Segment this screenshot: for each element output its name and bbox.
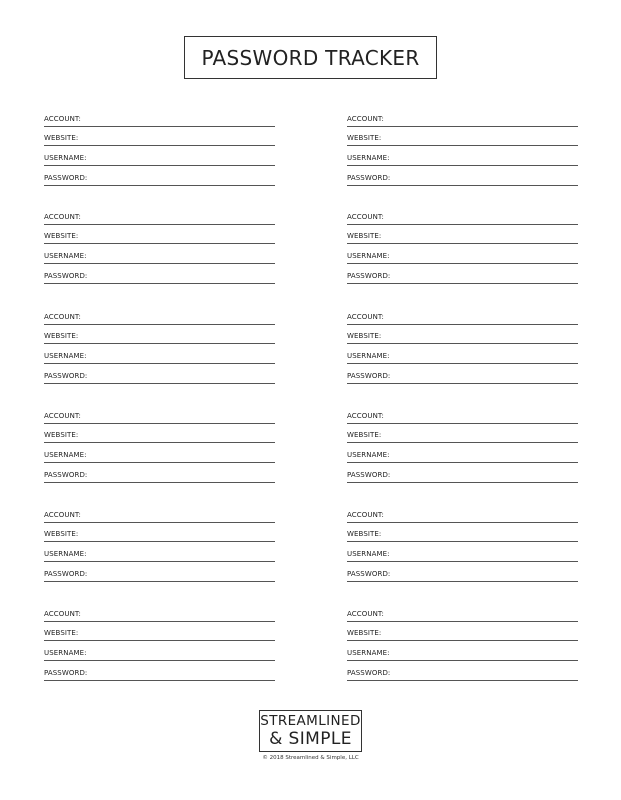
account-label: ACCOUNT: xyxy=(44,313,81,321)
account-label: ACCOUNT: xyxy=(44,213,81,221)
password-label: PASSWORD: xyxy=(347,471,391,479)
website-label: WEBSITE: xyxy=(44,232,79,240)
account-write-line[interactable] xyxy=(44,621,275,622)
account-field[interactable] xyxy=(347,511,578,523)
account-write-line[interactable] xyxy=(347,621,578,622)
account-field[interactable] xyxy=(44,610,275,622)
password-label: PASSWORD: xyxy=(44,471,88,479)
password-field[interactable] xyxy=(44,372,275,384)
website-field[interactable] xyxy=(44,332,275,344)
password-write-line[interactable] xyxy=(44,383,275,384)
password-label: PASSWORD: xyxy=(44,272,88,280)
account-field[interactable] xyxy=(44,115,275,127)
website-write-line[interactable] xyxy=(44,640,275,641)
account-field[interactable] xyxy=(44,213,275,225)
password-write-line[interactable] xyxy=(347,581,578,582)
website-field[interactable] xyxy=(44,530,275,542)
website-label: WEBSITE: xyxy=(44,629,79,637)
account-write-line[interactable] xyxy=(44,126,275,127)
username-write-line[interactable] xyxy=(347,363,578,364)
password-field[interactable] xyxy=(44,669,275,681)
account-field[interactable] xyxy=(347,313,578,325)
website-write-line[interactable] xyxy=(347,541,578,542)
website-field[interactable] xyxy=(44,134,275,146)
account-write-line[interactable] xyxy=(347,224,578,225)
website-label: WEBSITE: xyxy=(44,134,79,142)
website-write-line[interactable] xyxy=(44,442,275,443)
username-field[interactable] xyxy=(44,550,275,562)
username-write-line[interactable] xyxy=(44,263,275,264)
brand-logo xyxy=(259,710,362,752)
password-write-line[interactable] xyxy=(347,185,578,186)
password-write-line[interactable] xyxy=(347,482,578,483)
password-write-line[interactable] xyxy=(44,185,275,186)
website-field[interactable] xyxy=(347,530,578,542)
username-write-line[interactable] xyxy=(44,165,275,166)
username-label: USERNAME: xyxy=(347,451,390,459)
account-write-line[interactable] xyxy=(347,126,578,127)
logo-line-1: STREAMLINED xyxy=(260,713,361,729)
username-field[interactable] xyxy=(44,649,275,661)
username-field[interactable] xyxy=(347,154,578,166)
username-field[interactable] xyxy=(44,451,275,463)
website-write-line[interactable] xyxy=(44,541,275,542)
username-label: USERNAME: xyxy=(347,352,390,360)
username-label: USERNAME: xyxy=(44,550,87,558)
website-field[interactable] xyxy=(347,431,578,443)
password-write-line[interactable] xyxy=(44,581,275,582)
password-field[interactable] xyxy=(347,174,578,186)
account-write-line[interactable] xyxy=(347,423,578,424)
website-field[interactable] xyxy=(44,431,275,443)
username-label: USERNAME: xyxy=(347,649,390,657)
account-field[interactable] xyxy=(347,115,578,127)
password-field[interactable] xyxy=(44,570,275,582)
website-field[interactable] xyxy=(347,629,578,641)
password-field[interactable] xyxy=(347,669,578,681)
account-write-line[interactable] xyxy=(44,522,275,523)
account-field[interactable] xyxy=(44,511,275,523)
username-label: USERNAME: xyxy=(44,154,87,162)
password-label: PASSWORD: xyxy=(347,174,391,182)
website-write-line[interactable] xyxy=(347,145,578,146)
username-field[interactable] xyxy=(347,252,578,264)
website-write-line[interactable] xyxy=(347,343,578,344)
password-label: PASSWORD: xyxy=(44,372,88,380)
username-write-line[interactable] xyxy=(347,561,578,562)
password-label: PASSWORD: xyxy=(347,669,391,677)
website-label: WEBSITE: xyxy=(44,431,79,439)
username-write-line[interactable] xyxy=(347,462,578,463)
website-write-line[interactable] xyxy=(44,145,275,146)
website-label: WEBSITE: xyxy=(347,530,382,538)
username-label: USERNAME: xyxy=(347,252,390,260)
account-write-line[interactable] xyxy=(44,324,275,325)
copyright-text: © 2018 Streamlined & Simple, LLC xyxy=(262,755,359,761)
account-write-line[interactable] xyxy=(347,324,578,325)
website-field[interactable] xyxy=(347,232,578,244)
logo-line-2: & SIMPLE xyxy=(269,729,352,749)
username-field[interactable] xyxy=(347,352,578,364)
username-write-line[interactable] xyxy=(44,363,275,364)
website-write-line[interactable] xyxy=(44,343,275,344)
website-field[interactable] xyxy=(44,629,275,641)
website-label: WEBSITE: xyxy=(347,431,382,439)
password-label: PASSWORD: xyxy=(44,174,88,182)
website-field[interactable] xyxy=(44,232,275,244)
username-field[interactable] xyxy=(347,550,578,562)
account-label: ACCOUNT: xyxy=(347,412,384,420)
username-label: USERNAME: xyxy=(347,154,390,162)
account-label: ACCOUNT: xyxy=(44,412,81,420)
password-label: PASSWORD: xyxy=(347,372,391,380)
username-label: USERNAME: xyxy=(44,451,87,459)
website-label: WEBSITE: xyxy=(44,332,79,340)
password-field[interactable] xyxy=(347,471,578,483)
password-write-line[interactable] xyxy=(347,283,578,284)
password-label: PASSWORD: xyxy=(347,570,391,578)
account-label: ACCOUNT: xyxy=(44,511,81,519)
password-write-line[interactable] xyxy=(44,283,275,284)
account-label: ACCOUNT: xyxy=(44,610,81,618)
username-write-line[interactable] xyxy=(347,263,578,264)
website-field[interactable] xyxy=(347,332,578,344)
password-write-line[interactable] xyxy=(44,680,275,681)
username-write-line[interactable] xyxy=(347,660,578,661)
website-label: WEBSITE: xyxy=(347,332,382,340)
account-label: ACCOUNT: xyxy=(347,115,384,123)
website-field[interactable] xyxy=(347,134,578,146)
page-title: PASSWORD TRACKER xyxy=(184,36,437,79)
account-label: ACCOUNT: xyxy=(347,213,384,221)
username-write-line[interactable] xyxy=(44,660,275,661)
username-field[interactable] xyxy=(44,252,275,264)
account-label: ACCOUNT: xyxy=(44,115,81,123)
website-write-line[interactable] xyxy=(347,243,578,244)
password-field[interactable] xyxy=(44,272,275,284)
account-field[interactable] xyxy=(44,412,275,424)
website-write-line[interactable] xyxy=(347,442,578,443)
account-field[interactable] xyxy=(347,412,578,424)
username-write-line[interactable] xyxy=(44,462,275,463)
website-write-line[interactable] xyxy=(44,243,275,244)
password-field[interactable] xyxy=(44,471,275,483)
account-write-line[interactable] xyxy=(347,522,578,523)
username-field[interactable] xyxy=(44,154,275,166)
account-field[interactable] xyxy=(347,610,578,622)
account-label: ACCOUNT: xyxy=(347,511,384,519)
username-write-line[interactable] xyxy=(44,561,275,562)
account-field[interactable] xyxy=(347,213,578,225)
username-field[interactable] xyxy=(44,352,275,364)
password-label: PASSWORD: xyxy=(44,669,88,677)
username-write-line[interactable] xyxy=(347,165,578,166)
website-label: WEBSITE: xyxy=(347,232,382,240)
username-label: USERNAME: xyxy=(44,352,87,360)
password-field[interactable] xyxy=(347,570,578,582)
password-field[interactable] xyxy=(347,372,578,384)
username-label: USERNAME: xyxy=(347,550,390,558)
password-label: PASSWORD: xyxy=(347,272,391,280)
username-field[interactable] xyxy=(347,649,578,661)
password-write-line[interactable] xyxy=(347,383,578,384)
password-label: PASSWORD: xyxy=(44,570,88,578)
website-write-line[interactable] xyxy=(347,640,578,641)
username-label: USERNAME: xyxy=(44,252,87,260)
username-label: USERNAME: xyxy=(44,649,87,657)
password-write-line[interactable] xyxy=(347,680,578,681)
account-label: ACCOUNT: xyxy=(347,313,384,321)
password-field[interactable] xyxy=(44,174,275,186)
password-field[interactable] xyxy=(347,272,578,284)
account-label: ACCOUNT: xyxy=(347,610,384,618)
password-write-line[interactable] xyxy=(44,482,275,483)
username-field[interactable] xyxy=(347,451,578,463)
website-label: WEBSITE: xyxy=(347,134,382,142)
account-write-line[interactable] xyxy=(44,224,275,225)
account-field[interactable] xyxy=(44,313,275,325)
account-write-line[interactable] xyxy=(44,423,275,424)
website-label: WEBSITE: xyxy=(347,629,382,637)
website-label: WEBSITE: xyxy=(44,530,79,538)
